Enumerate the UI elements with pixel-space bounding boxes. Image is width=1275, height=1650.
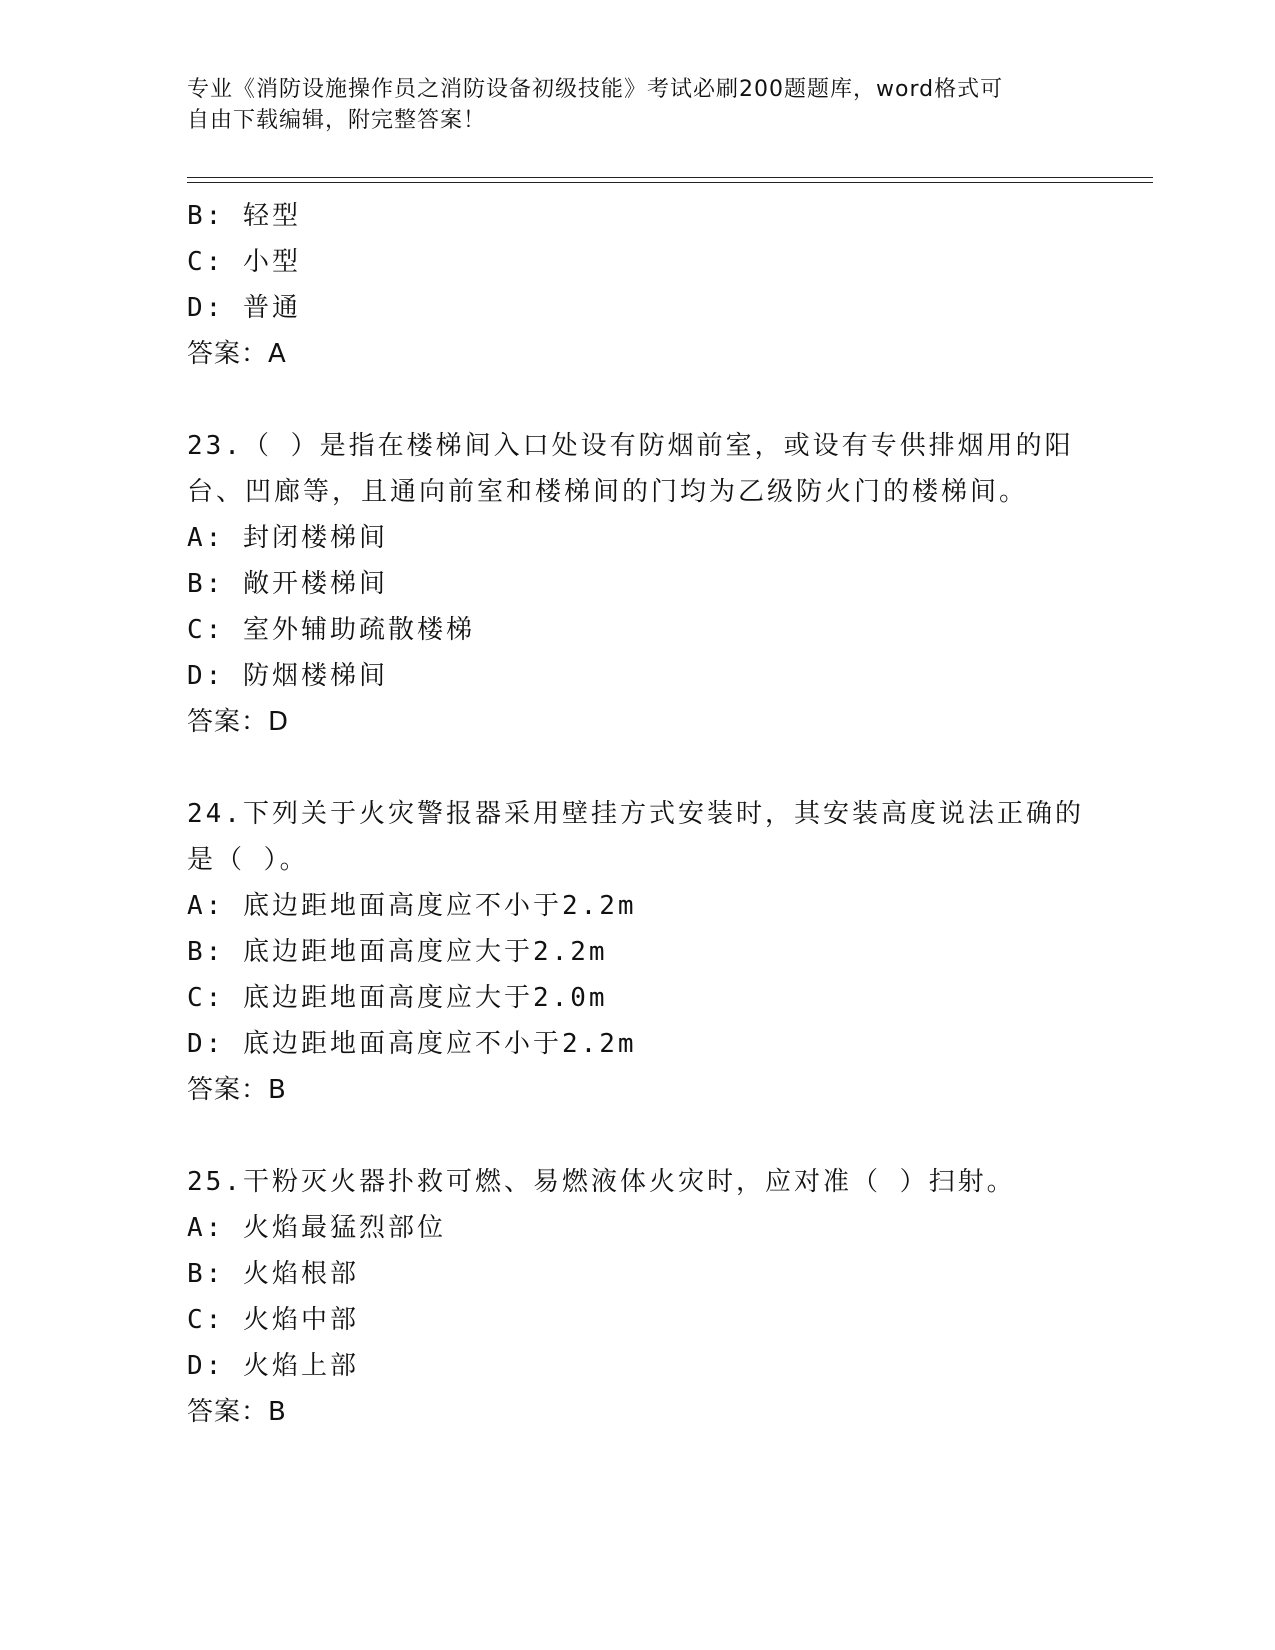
option-b: B: 轻型 (187, 201, 301, 231)
option-d: D: 火焰上部 (187, 1351, 359, 1381)
option-d: D: 普通 (187, 293, 301, 323)
question-stem-continued: 是（ ）。 (187, 845, 309, 875)
option-c: C: 小型 (187, 247, 301, 277)
header-line-1: 专业《消防设施操作员之消防设备初级技能》考试必刷200题题库，word格式可 (187, 77, 1004, 102)
answer-line: 答案：A (187, 339, 287, 369)
question-23 (187, 423, 1087, 745)
question-22-tail (187, 193, 1087, 377)
option-c: C: 底边距地面高度应大于2.0m (187, 983, 608, 1013)
answer-line: 答案：D (187, 707, 290, 737)
option-a: A: 火焰最猛烈部位 (187, 1213, 446, 1243)
option-c: C: 室外辅助疏散楼梯 (187, 615, 475, 645)
document-header (187, 74, 1087, 136)
option-a: A: 底边距地面高度应不小于2.2m (187, 891, 637, 921)
question-spacer (187, 1113, 1087, 1159)
question-24 (187, 791, 1087, 1113)
header-line-2: 自由下载编辑，附完整答案！ (187, 108, 487, 133)
option-b: B: 底边距地面高度应大于2.2m (187, 937, 608, 967)
header-divider-bottom (187, 182, 1153, 183)
header-divider-top (187, 177, 1153, 178)
question-25 (187, 1159, 1087, 1435)
question-stem-continued: 台、凹廊等，且通向前室和楼梯间的门均为乙级防火门的楼梯间。 (187, 477, 1029, 507)
answer-line: 答案：B (187, 1075, 287, 1105)
question-stem: 25.干粉灭火器扑救可燃、易燃液体火灾时，应对准（ ）扫射。 (187, 1167, 1016, 1197)
option-d: D: 底边距地面高度应不小于2.2m (187, 1029, 637, 1059)
question-list (187, 193, 1087, 1435)
question-stem: 24.下列关于火灾警报器采用壁挂方式安装时，其安装高度说法正确的 (187, 799, 1084, 829)
option-d: D: 防烟楼梯间 (187, 661, 388, 691)
option-b: B: 火焰根部 (187, 1259, 359, 1289)
answer-line: 答案：B (187, 1397, 287, 1427)
option-c: C: 火焰中部 (187, 1305, 359, 1335)
question-stem: 23.（ ）是指在楼梯间入口处设有防烟前室，或设有专供排烟用的阳 (187, 431, 1074, 461)
question-spacer (187, 377, 1087, 423)
question-spacer (187, 745, 1087, 791)
option-a: A: 封闭楼梯间 (187, 523, 388, 553)
option-b: B: 敞开楼梯间 (187, 569, 388, 599)
